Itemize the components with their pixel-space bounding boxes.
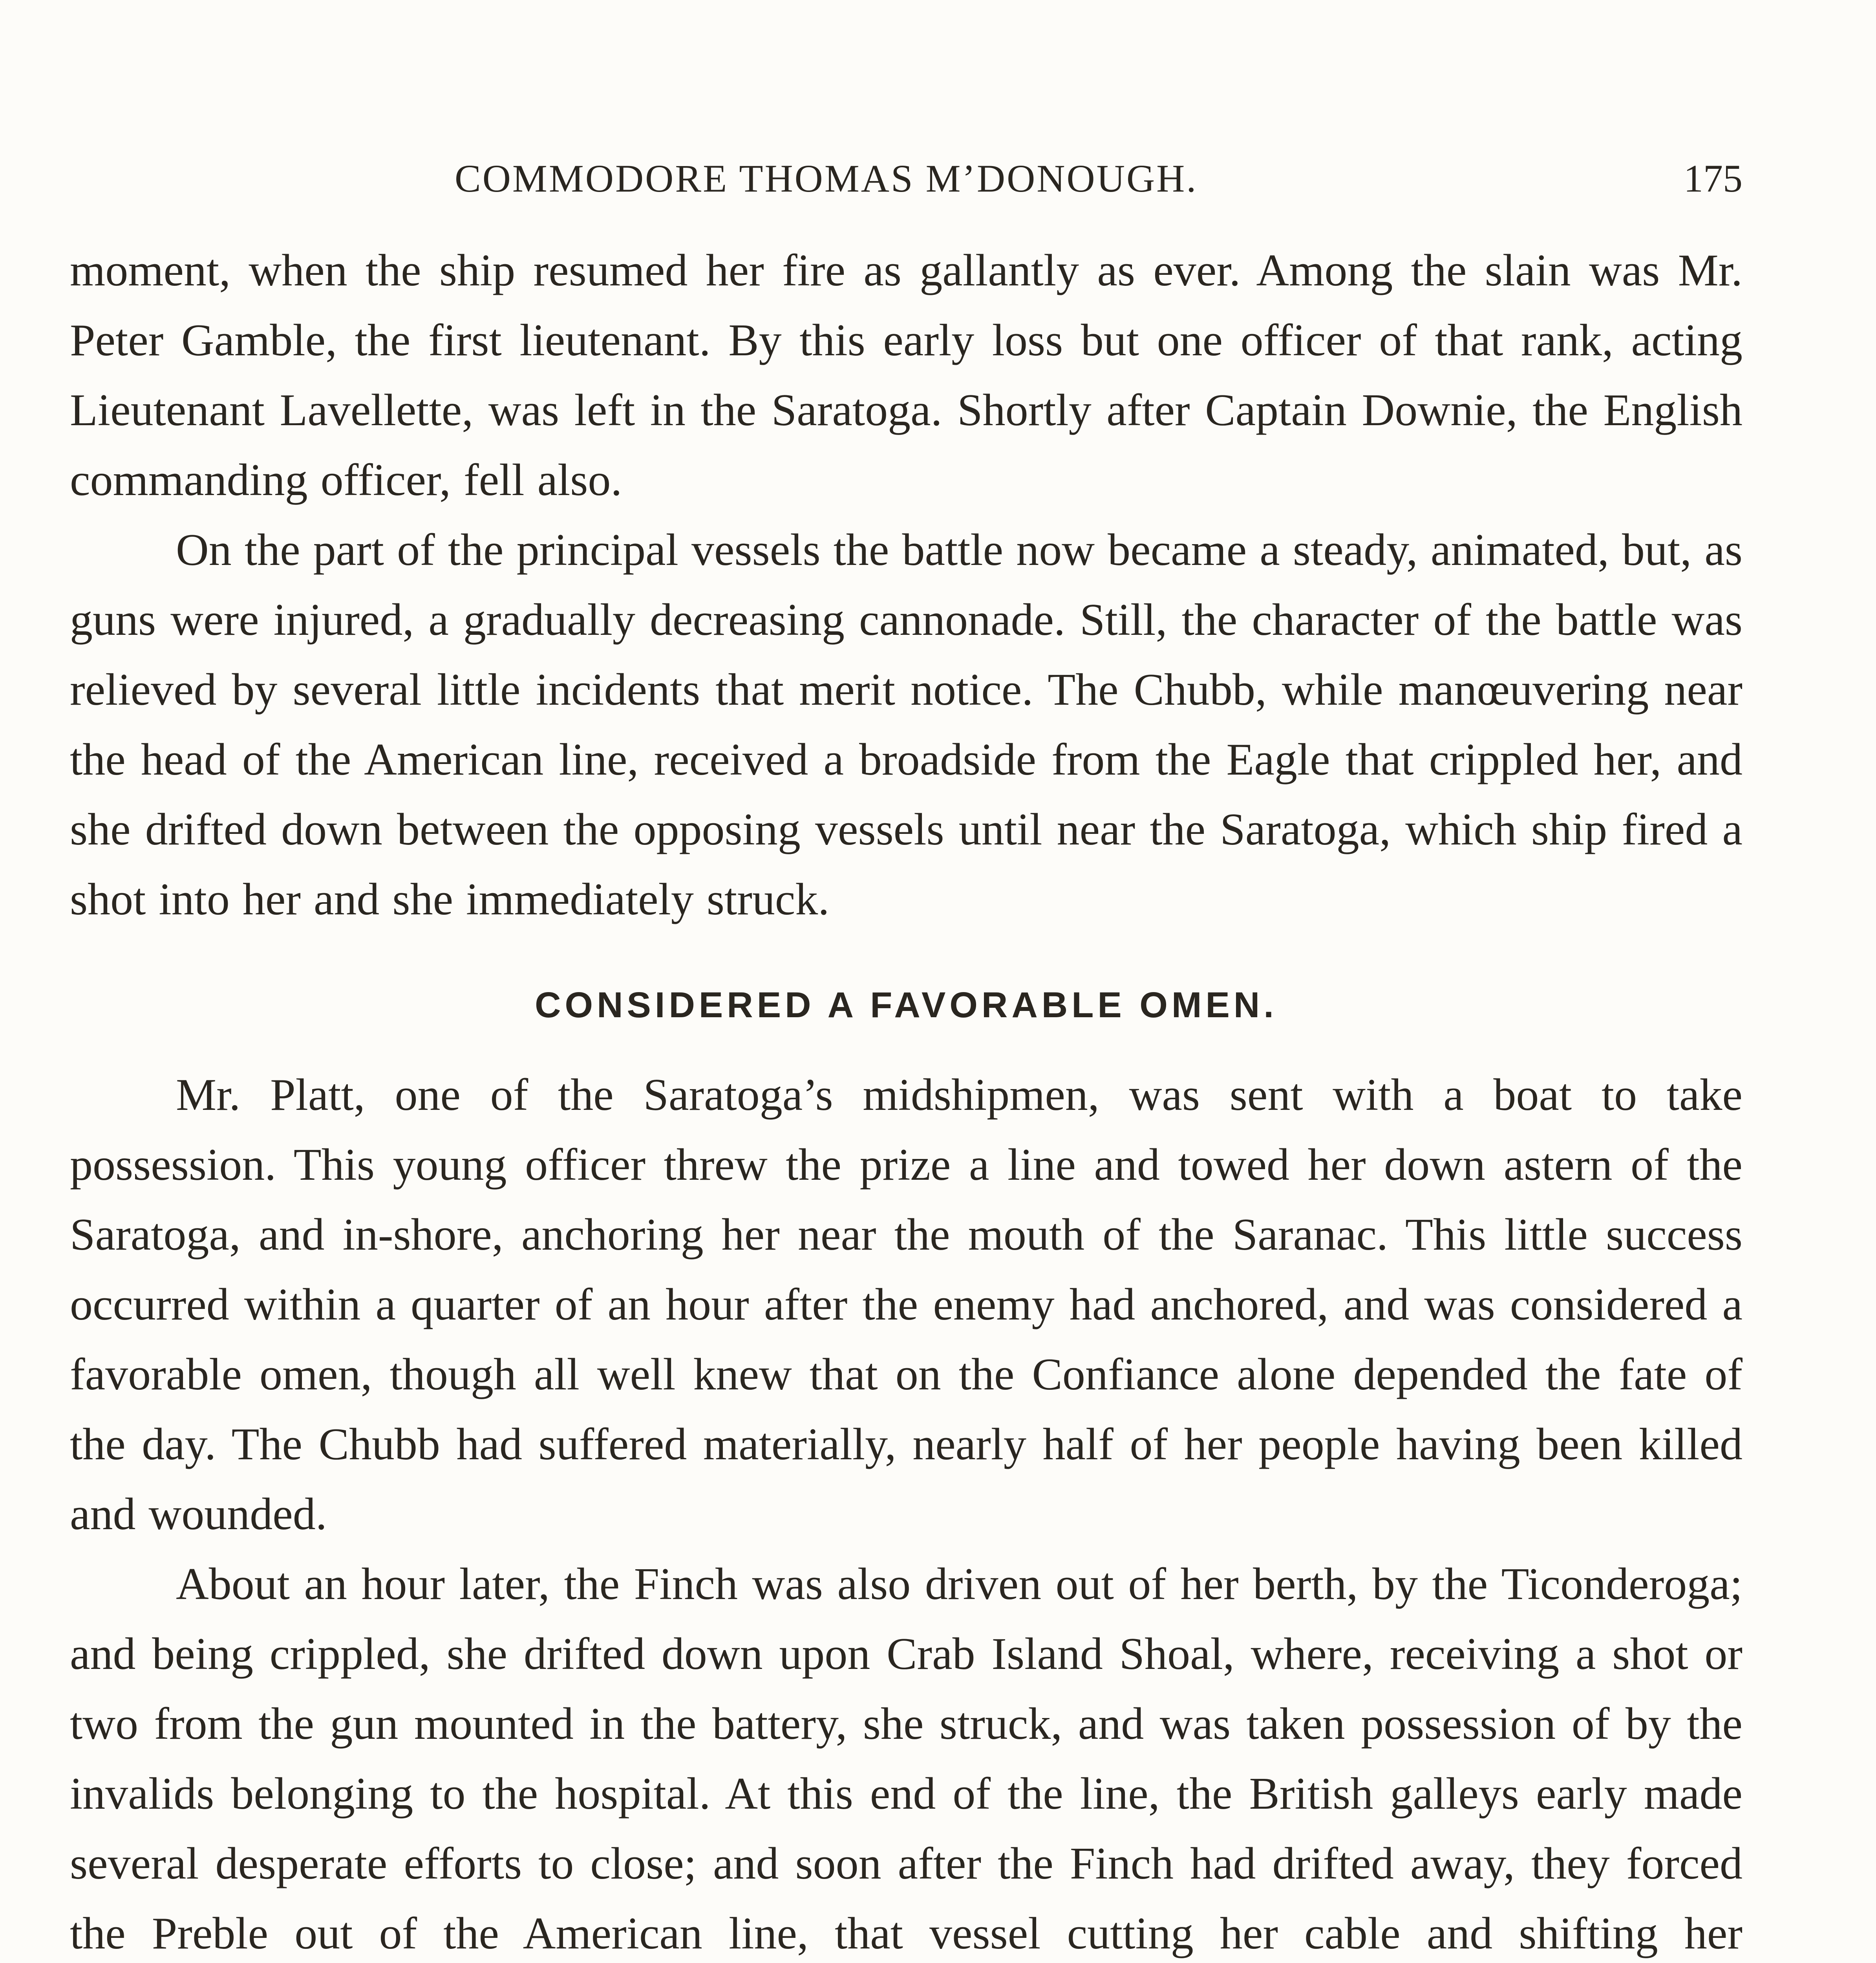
running-head <box>70 147 1743 210</box>
paragraph-2: On the part of the principal vessels the battle now became a steady, animated, but, as guns were injured, a gradually decreasing cannonade. Still, the character of the battle was relieved by several little incidents that merit notice. The Chubb, while manœuvering near the head of the American line, received a broadside from the Eagle that crippled her, and she drifted down between the opposing vessels until near the Saratoga, which ship fired a shot into her and she immediately struck. <box>70 525 1743 925</box>
section-heading: CONSIDERED A FAVORABLE OMEN. <box>535 985 1278 1025</box>
paragraph-4: About an hour later, the Finch was also driven out of her berth, by the Ticonderoga; and being crippled, she drifted down upon Crab Island Shoal, where, receiving a shot or two from the gun mounted in the battery, she struck, and was taken possession of by the invalids belonging to the hospital. At this end of the line, the British galleys early made several desperate efforts to close; and soon after the Finch had drifted away, they forced the Preble out of the American line, that vessel cutting her cable and shifting her <box>70 1559 1743 1959</box>
page-number: 175 <box>1684 157 1743 200</box>
running-title: COMMODORE THOMAS M’DONOUGH. <box>455 157 1198 200</box>
paragraph-3: Mr. Platt, one of the Saratoga’s midshipmen, was sent with a boat to take possession. This young officer threw the prize a line and towed her down astern of the Saratoga, and in-shore, anchoring her near the mouth of the Saranac. This little success occurred within a quarter of an hour after the enemy had anchored, and was considered a favorable omen, though all well knew that on the Confiance alone depended the fate of the day. The Chubb had suffered materially, nearly half of her people having been killed and wounded. <box>70 1070 1743 1539</box>
paragraph-1: moment, when the ship resumed her fire as gallantly as ever. Among the slain was Mr. Peter Gamble, the first lieutenant. By this early loss but one officer of that rank, acting Lieutenant Lavellette, was left in the Saratoga. Shortly after Captain Downie, the English commanding officer, fell also. <box>70 245 1743 505</box>
body-text <box>70 236 1743 1963</box>
